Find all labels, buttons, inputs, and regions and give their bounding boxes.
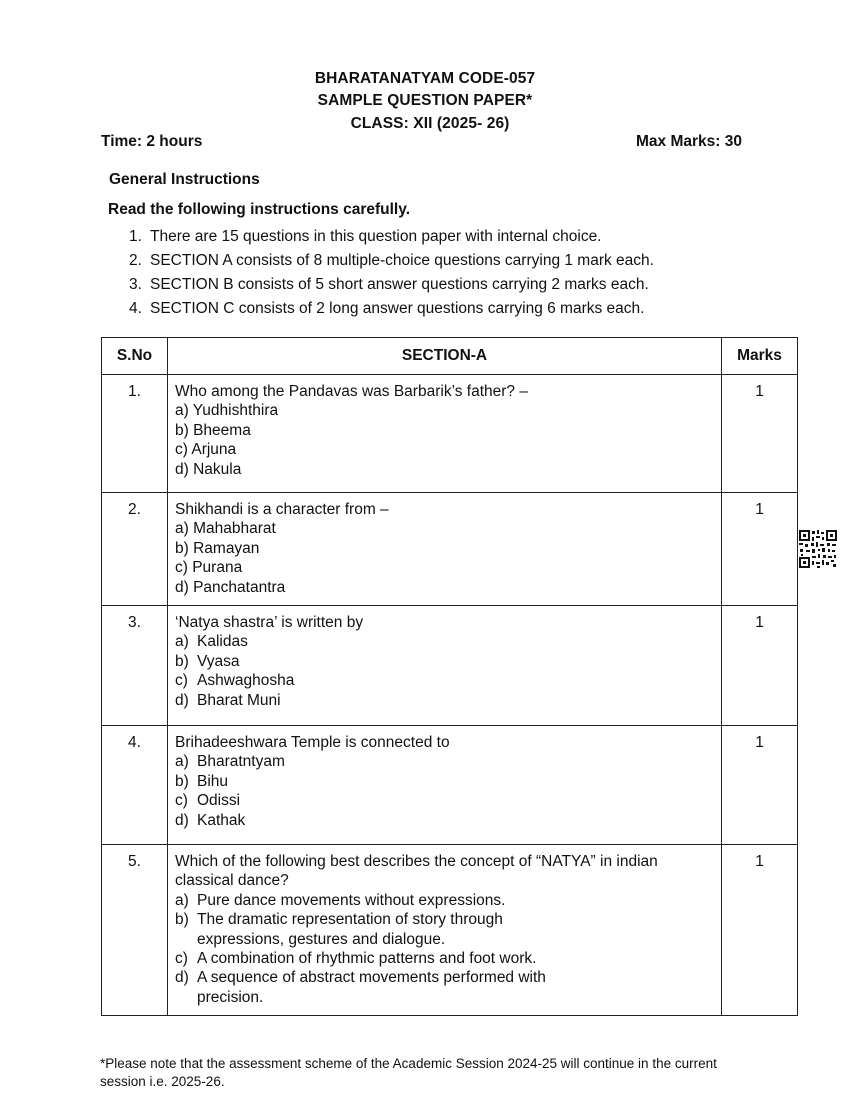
instruction-item: 3. SECTION B consists of 5 short answer questions carrying 2 marks each. [129, 276, 649, 293]
question-number: 4. [102, 726, 168, 845]
option: a) Pure dance movements without expressions. [175, 891, 506, 909]
general-instructions-heading: General Instructions [109, 171, 260, 188]
option: b) Ramayan [175, 539, 260, 557]
question-cell [168, 726, 722, 845]
instructions-intro: Read the following instructions carefully. [108, 201, 411, 218]
question-text: Which of the following best describes the concept of “NATYA” in indian classical dance? [175, 853, 658, 890]
assessment-footnote: *Please note that the assessment scheme of the Academic Session 2024-25 will continue in the current session i.e. 2025-26. [100, 1056, 717, 1089]
col-header-section: SECTION-A [168, 338, 722, 375]
option: a) Yudhishthira [175, 402, 279, 420]
option: b) Bihu [175, 772, 229, 790]
question-number: 3. [102, 606, 168, 726]
question-row [102, 726, 798, 845]
col-header-marks: Marks [722, 338, 798, 375]
question-row [102, 606, 798, 726]
option: d) A sequence of abstract movements performed with precision. [175, 969, 546, 1006]
option: b) The dramatic representation of story through expressions, gestures and dialogue. [175, 911, 503, 948]
question-marks: 1 [722, 845, 798, 1016]
option: a) Kalidas [175, 633, 248, 651]
question-cell [168, 493, 722, 606]
option: b) Vyasa [175, 652, 240, 670]
option: d) Kathak [175, 811, 246, 829]
question-cell [168, 606, 722, 726]
question-text: Brihadeeshwara Temple is connected to [175, 734, 450, 752]
max-marks-label: Max Marks: 30 [636, 133, 742, 150]
instruction-item: 2. SECTION A consists of 8 multiple-choice questions carrying 1 mark each. [129, 252, 654, 269]
option: d) Bharat Muni [175, 691, 281, 709]
question-number: 5. [102, 845, 168, 1016]
question-marks: 1 [722, 726, 798, 845]
instructions-list [129, 226, 654, 322]
question-marks: 1 [722, 606, 798, 726]
question-number: 1. [102, 375, 168, 493]
qr-code-icon [798, 529, 838, 569]
question-text: Who among the Pandavas was Barbarik’s father? – [175, 383, 528, 400]
question-cell [168, 375, 722, 493]
option: a) Mahabharat [175, 520, 276, 538]
option: c) A combination of rhythmic patterns and foot work. [175, 950, 537, 968]
time-label: Time: 2 hours [101, 133, 203, 150]
question-text: ‘Natya shastra’ is written by [175, 614, 364, 632]
paper-subject-title: BHARATANATYAM CODE-057 [314, 70, 536, 87]
option: c) Purana [175, 559, 243, 577]
question-row [102, 375, 798, 493]
instruction-item: 1. There are 15 questions in this question paper with internal choice. [129, 228, 602, 245]
question-cell [168, 845, 722, 1016]
section-a-table [101, 337, 798, 1016]
col-header-sno: S.No [102, 338, 168, 375]
option: c) Odissi [175, 792, 241, 810]
question-text: Shikhandi is a character from – [175, 501, 389, 518]
option: a) Bharatntyam [175, 753, 285, 771]
question-row [102, 493, 798, 606]
option: b) Bheema [175, 421, 251, 439]
question-number: 2. [102, 493, 168, 606]
option: d) Panchatantra [175, 578, 286, 596]
option: c) Ashwaghosha [175, 672, 295, 690]
option: d) Nakula [175, 460, 242, 478]
table-header-row [102, 338, 798, 375]
question-marks: 1 [722, 493, 798, 606]
instruction-item: 4. SECTION C consists of 2 long answer questions carrying 6 marks each. [129, 300, 645, 317]
option: c) Arjuna [175, 441, 237, 459]
paper-type-title: SAMPLE QUESTION PAPER* [317, 92, 533, 109]
question-row [102, 845, 798, 1016]
class-title: CLASS: XII (2025- 26) [350, 115, 510, 132]
question-marks: 1 [722, 375, 798, 493]
